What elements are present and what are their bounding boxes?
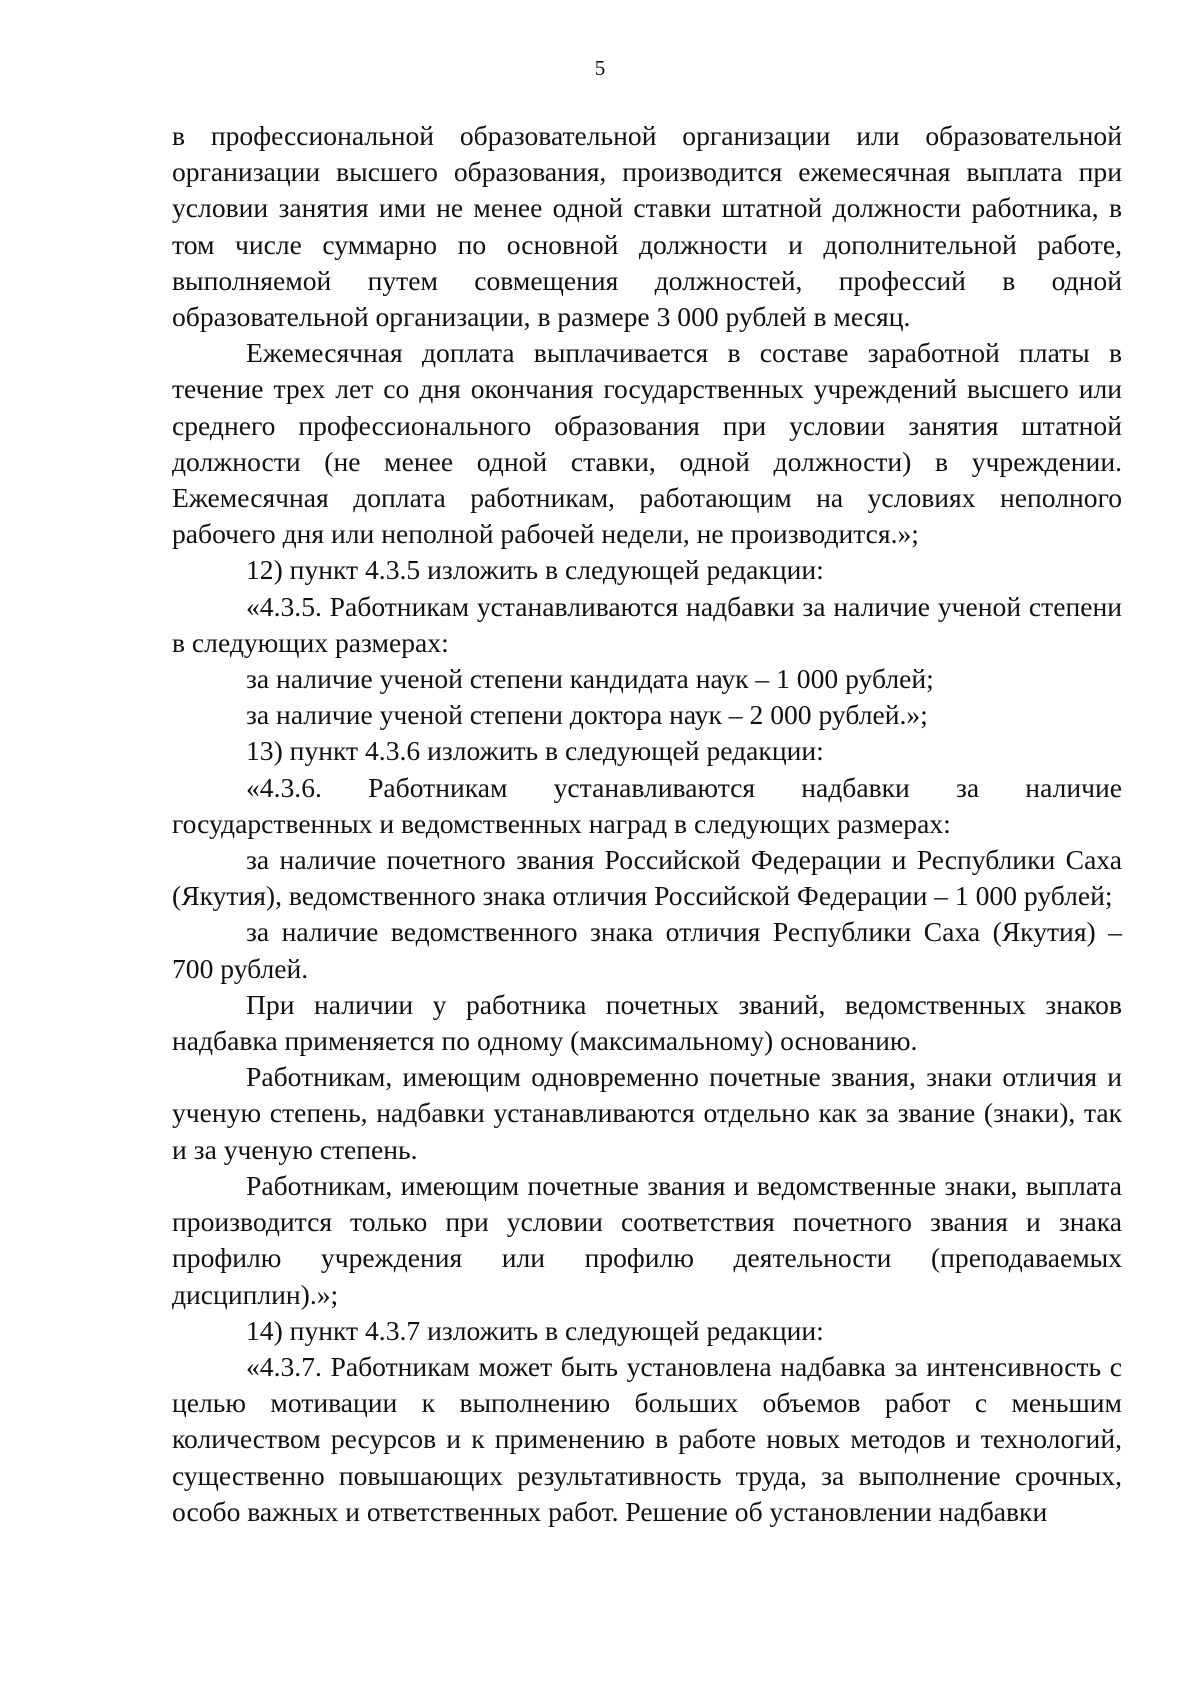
paragraph: Работникам, имеющим одновременно почетные звания, знаки отличия и ученую степень, надбавки устанавливаются отдельно как за звание (знаки), так и за ученую степень. xyxy=(172,1061,1122,1165)
paragraph: за наличие ведомственного знака отличия Республики Саха (Якутия) – 700 рублей. xyxy=(172,916,1122,984)
page-number: 5 xyxy=(594,56,606,80)
paragraph: 13) пункт 4.3.6 изложить в следующей редакции: xyxy=(246,735,824,767)
paragraph: Работникам, имеющим почетные звания и ведомственные знаки, выплата производится только при условии соответствия почетного звания и знака профилю учреждения или профилю деятельности (преподаваемых дисциплин).»; xyxy=(172,1169,1122,1310)
paragraph: Ежемесячная доплата выплачивается в составе заработной платы в течение трех лет со дня окончания государственных учреждений высшего или среднего профессионального образования при условии занятия штатной должности (не менее одной ставки, одной должности) в учреждении. Ежемесячная доплата работникам, работающим на условиях неполного рабочего дня или неполной рабочей недели, не производится.»; xyxy=(172,337,1122,550)
paragraph: за наличие ученой степени кандидата наук – 1 000 рублей; xyxy=(246,663,934,695)
paragraph: за наличие почетного звания Российской Федерации и Республики Саха (Якутия), ведомственного знака отличия Российской Федерации – 1 000 рублей; xyxy=(172,844,1122,912)
paragraph: «4.3.6. Работникам устанавливаются надбавки за наличие государственных и ведомственных наград в следующих размерах: xyxy=(172,771,1122,839)
paragraph: в профессиональной образовательной организации или образовательной организации высшего образования, производится ежемесячная выплата при условии занятия ими не менее одной ставки штатной должности работника, в том числе суммарно по основной должности и дополнительной работе, выполняемой путем совмещения должностей, профессий в одной образовательной организации, в размере 3 000 рублей в месяц. xyxy=(172,120,1122,333)
paragraph: При наличии у работника почетных званий, ведомственных знаков надбавка применяется по одному (максимальному) основанию. xyxy=(172,988,1122,1057)
paragraph: «4.3.7. Работникам может быть установлена надбавка за интенсивность с целью мотивации к выполнению больших объемов работ с меньшим количеством ресурсов и к применению в работе новых методов и технологий, существенно повышающих результативность труда, за выполнение срочных, особо важных и ответственных работ. Решение об установлении надбавки xyxy=(172,1350,1122,1527)
paragraph: 12) пункт 4.3.5 изложить в следующей редакции: xyxy=(246,554,824,586)
document-body xyxy=(172,118,1122,1530)
paragraph: 14) пункт 4.3.7 изложить в следующей редакции: xyxy=(246,1314,824,1346)
paragraph: за наличие ученой степени доктора наук – 2 000 рублей.»; xyxy=(246,699,928,731)
paragraph: «4.3.5. Работникам устанавливаются надбавки за наличие ученой степени в следующих размерах: xyxy=(172,590,1122,658)
